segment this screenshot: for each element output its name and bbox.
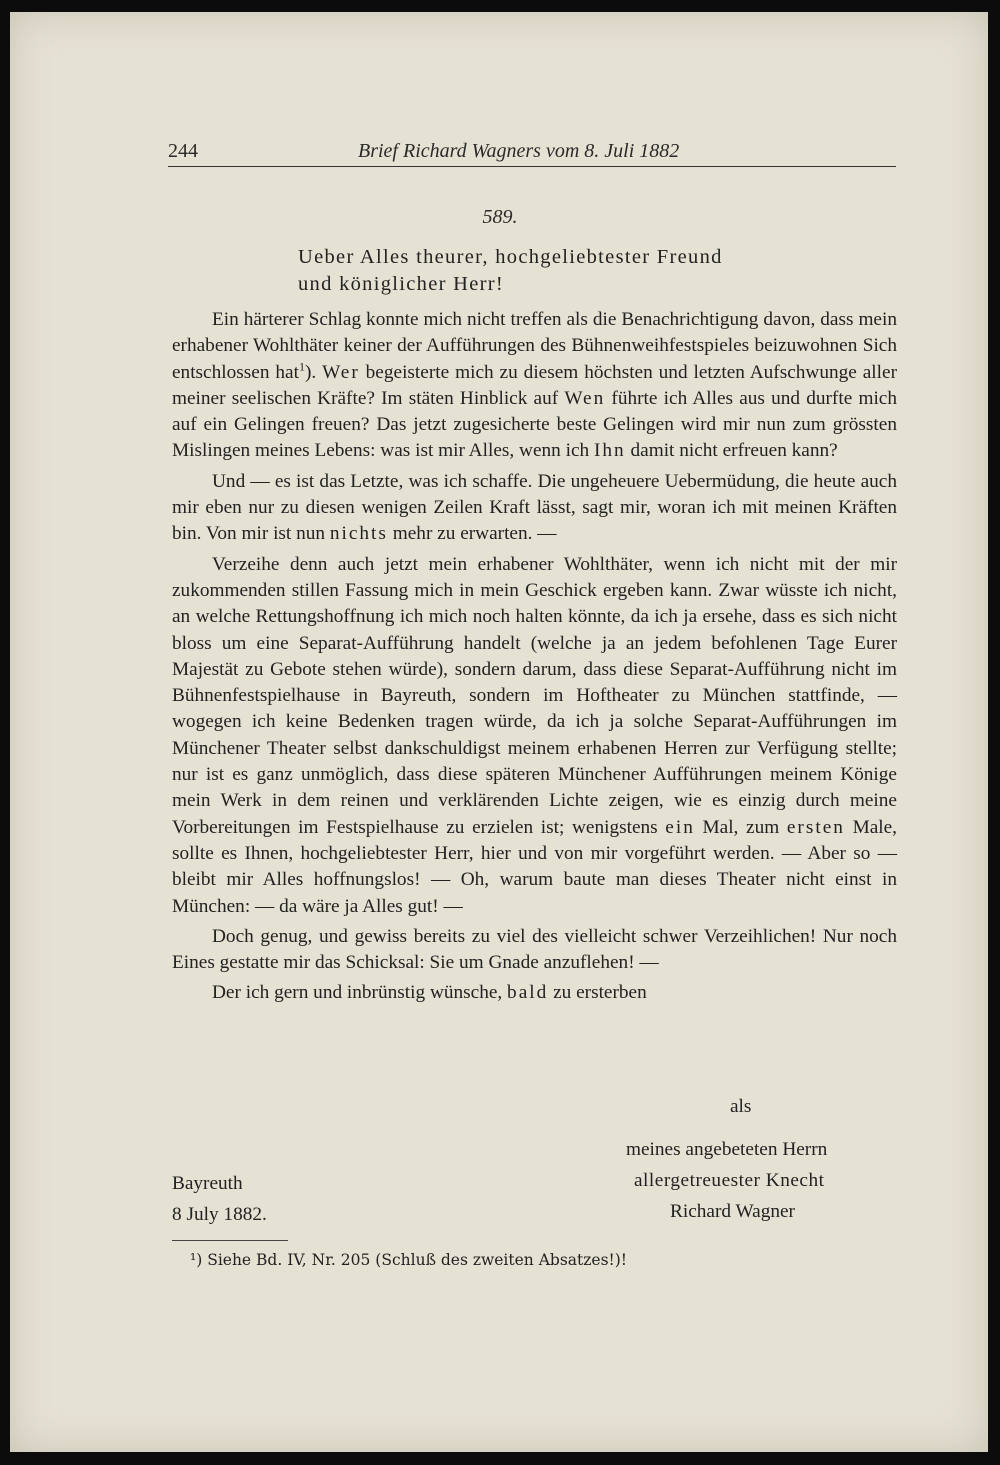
spaced-emphasis: ersten — [786, 816, 845, 838]
page-header — [168, 140, 896, 167]
spaced-emphasis: bald — [507, 982, 549, 1004]
paragraph-5 — [172, 980, 897, 1006]
text-run: Ein härterer Schlag konnte mich nicht treffen als die Benachrichtigung davon, dass mein erhabener Wohlthäter keiner der Aufführungen des Bühnenweihfestspieles beizuwohnen Sich entschlossen hat — [172, 309, 897, 383]
paragraph-2 — [172, 469, 897, 548]
letter-number: 589. — [482, 206, 518, 228]
spaced-emphasis: nichts — [329, 523, 388, 545]
closing-line-1: meines angebeteten Herrn — [626, 1139, 828, 1160]
text-run: damit nicht erfreuen kann? — [625, 440, 838, 462]
text-run: zu ersterben — [548, 982, 647, 1004]
salutation-line-1: Ueber Alles theurer, hochgeliebtester Freund — [298, 246, 723, 268]
closing-als: als — [730, 1096, 752, 1117]
footnote-text: Siehe Bd. IV, Nr. 205 (Schluß des zweiten Absatzes!)! — [207, 1251, 628, 1269]
spaced-emphasis: Wer — [322, 361, 360, 383]
footnote-divider — [172, 1240, 288, 1241]
text-run: Male, sollte es Ihnen, hochgeliebtester Herr, hier und von mir vorgeführt werden. — Aber so — bleibt mir Alles hoffnungslos! — Oh, warum baute man dieses Theater nicht einst in München: — da wäre ja Alles gut! — — [172, 816, 898, 917]
closing-line-2: allergetreuester Knecht — [634, 1170, 825, 1191]
spaced-emphasis: Ihn — [593, 440, 626, 462]
salutation — [298, 244, 723, 298]
text-run: Mal, zum — [694, 816, 787, 838]
footnote — [190, 1251, 627, 1269]
running-title: Brief Richard Wagners vom 8. Juli 1882 — [358, 140, 680, 162]
signature-name: Richard Wagner — [670, 1201, 795, 1222]
text-run: mehr zu erwarten. — — [387, 523, 557, 545]
paragraph-4: Doch genug, und gewiss bereits zu viel des vielleicht schwer Verzeihlichen! Nur noch Eines gestatte mir das Schicksal: Sie um Gnade anzuflehen! — — [172, 925, 897, 974]
spaced-emphasis: Wen — [564, 387, 606, 409]
text-run: begeisterte mich zu diesem höchsten und letzten Aufschwunge aller meiner seelischen Kräfte? Im stäten Hinblick auf — [172, 361, 898, 409]
paragraph-3 — [172, 552, 897, 920]
spaced-emphasis: ein — [665, 816, 695, 838]
place-date — [172, 1168, 267, 1230]
footnote-marker: ¹) — [190, 1251, 203, 1269]
text-run: Und — es ist das Letzte, was ich schaffe. Die ungeheuere Uebermüdung, die heute auch mir eben nur zu diesen wenigen Zeilen Kraft lässt, sagt mir, woran ich mit meinen Kräften bin. Von mir ist nun — [172, 470, 897, 545]
page-number: 244 — [168, 140, 198, 162]
salutation-line-2: und königlicher Herr! — [298, 273, 505, 295]
text-run: Der ich gern und inbrünstig wünsche, — [212, 982, 508, 1004]
closing-signature — [626, 1134, 856, 1227]
paragraph-1 — [172, 307, 897, 465]
text-run: führte ich Alles aus und durfte mich auf ein Gelingen freuen? Das jetzt zugesicherte beste Gelingen wird mir nun zum grössten Mislingen meines Lebens: was ist mir Alles, wenn ich — [172, 387, 897, 462]
text-run: Verzeihe denn auch jetzt mein erhabener Wohlthäter, wenn ich nicht mit der mir zukommenden stillen Fassung mich in mein Geschick ergeben kann. Zwar wüsste ich nicht, an welche Rettungshoffnung ich mich noch halten könnte, da ich ja ersehe, dass es sich nicht bloss um eine Separat-Aufführung handelt (welche ja an jedem befohlenen Tage Eurer Majestät zu Gebote stehen würde), sondern darum, dass diese Separat-Aufführung nicht im Bühnenfestspielhause in Bayreuth, sondern im Hoftheater zu München stattfinde, — wogegen ich keine Bedenken tragen würde, da ich ja solche Separat-Aufführungen im Münchener Theater selbst dankschuldigst meinem erhabenen Herren zur Verfügung stellte; nur ist es ganz unmöglich, dass diese späteren Münchener Aufführungen meinem Könige mein Werk in dem reinen und verklärenden Lichte zeigen, wie es einzig durch meine Vorbereitungen im Festspielhause zu erzielen ist; wenigstens — [172, 553, 897, 838]
text-run: ). — [304, 361, 323, 383]
footnote-mark: 1 — [298, 359, 305, 374]
date: 8 July 1882. — [172, 1204, 267, 1225]
place: Bayreuth — [172, 1173, 243, 1194]
letter-body — [172, 307, 897, 1011]
